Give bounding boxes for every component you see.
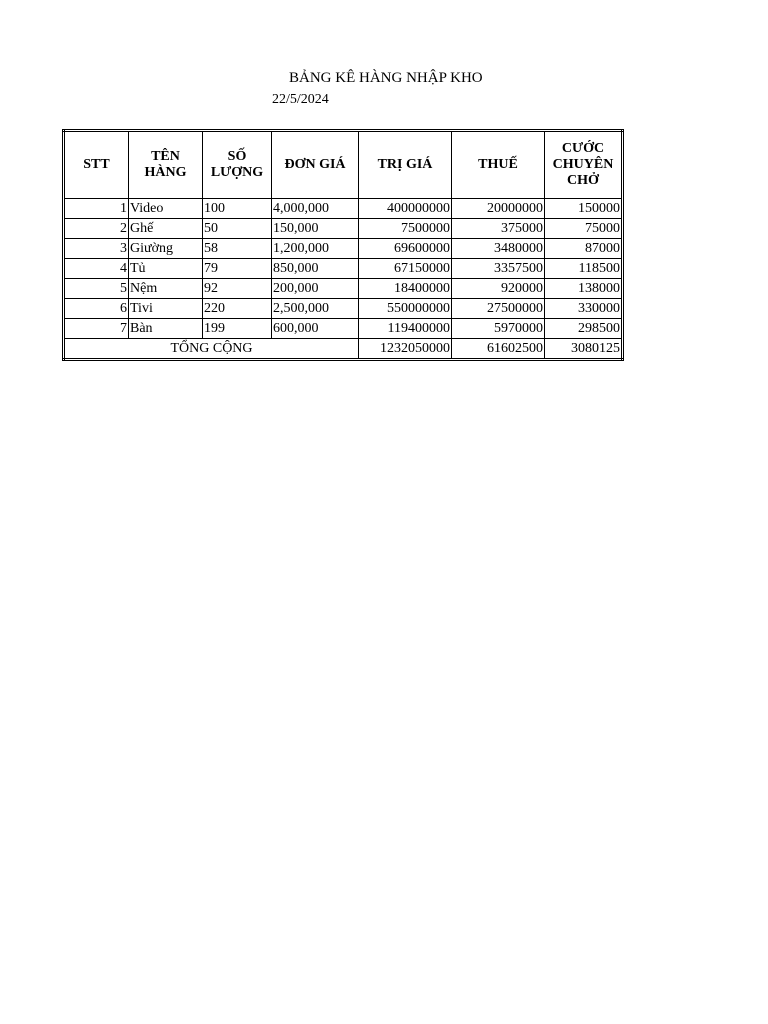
cell-cuoc: 118500 bbox=[545, 259, 623, 279]
cell-ten-hang: Bàn bbox=[129, 319, 203, 339]
cell-stt: 6 bbox=[64, 299, 129, 319]
cell-ten-hang: Ghế bbox=[129, 219, 203, 239]
header-thue: THUẾ bbox=[452, 131, 545, 199]
cell-thue: 3357500 bbox=[452, 259, 545, 279]
cell-so-luong: 58 bbox=[203, 239, 272, 259]
document-date: 22/5/2024 bbox=[272, 92, 329, 107]
cell-ten-hang: Tủ bbox=[129, 259, 203, 279]
cell-so-luong: 79 bbox=[203, 259, 272, 279]
inventory-table bbox=[62, 129, 624, 361]
cell-cuoc: 330000 bbox=[545, 299, 623, 319]
cell-tri-gia: 7500000 bbox=[359, 219, 452, 239]
cell-stt: 1 bbox=[64, 199, 129, 219]
total-tri-gia: 1232050000 bbox=[359, 339, 452, 360]
document-title: BẢNG KÊ HÀNG NHẬP KHO bbox=[289, 70, 483, 86]
cell-thue: 375000 bbox=[452, 219, 545, 239]
cell-don-gia: 2,500,000 bbox=[272, 299, 359, 319]
total-row bbox=[64, 339, 623, 360]
cell-cuoc: 298500 bbox=[545, 319, 623, 339]
cell-stt: 7 bbox=[64, 319, 129, 339]
cell-so-luong: 220 bbox=[203, 299, 272, 319]
cell-thue: 5970000 bbox=[452, 319, 545, 339]
table-row bbox=[64, 199, 623, 219]
cell-don-gia: 150,000 bbox=[272, 219, 359, 239]
table-row bbox=[64, 259, 623, 279]
cell-cuoc: 150000 bbox=[545, 199, 623, 219]
cell-don-gia: 4,000,000 bbox=[272, 199, 359, 219]
table-row bbox=[64, 279, 623, 299]
cell-ten-hang: Giường bbox=[129, 239, 203, 259]
cell-so-luong: 100 bbox=[203, 199, 272, 219]
cell-tri-gia: 550000000 bbox=[359, 299, 452, 319]
table-header-row bbox=[64, 131, 623, 199]
header-don-gia: ĐƠN GIÁ bbox=[272, 131, 359, 199]
total-thue: 61602500 bbox=[452, 339, 545, 360]
cell-so-luong: 92 bbox=[203, 279, 272, 299]
table-row bbox=[64, 299, 623, 319]
header-tri-gia: TRỊ GIÁ bbox=[359, 131, 452, 199]
cell-thue: 920000 bbox=[452, 279, 545, 299]
cell-don-gia: 850,000 bbox=[272, 259, 359, 279]
cell-so-luong: 50 bbox=[203, 219, 272, 239]
header-stt: STT bbox=[64, 131, 129, 199]
table-row bbox=[64, 219, 623, 239]
cell-tri-gia: 18400000 bbox=[359, 279, 452, 299]
cell-stt: 3 bbox=[64, 239, 129, 259]
cell-ten-hang: Nệm bbox=[129, 279, 203, 299]
cell-cuoc: 138000 bbox=[545, 279, 623, 299]
cell-stt: 2 bbox=[64, 219, 129, 239]
inventory-table-container bbox=[62, 129, 622, 361]
cell-don-gia: 200,000 bbox=[272, 279, 359, 299]
cell-ten-hang: Video bbox=[129, 199, 203, 219]
cell-don-gia: 600,000 bbox=[272, 319, 359, 339]
cell-tri-gia: 67150000 bbox=[359, 259, 452, 279]
cell-tri-gia: 400000000 bbox=[359, 199, 452, 219]
table-row bbox=[64, 319, 623, 339]
cell-so-luong: 199 bbox=[203, 319, 272, 339]
table-row bbox=[64, 239, 623, 259]
cell-don-gia: 1,200,000 bbox=[272, 239, 359, 259]
cell-tri-gia: 69600000 bbox=[359, 239, 452, 259]
header-so-luong: SỐ LƯỢNG bbox=[203, 131, 272, 199]
cell-cuoc: 87000 bbox=[545, 239, 623, 259]
header-cuoc-chuyen-cho: CƯỚC CHUYÊN CHỞ bbox=[545, 131, 623, 199]
cell-tri-gia: 119400000 bbox=[359, 319, 452, 339]
cell-thue: 27500000 bbox=[452, 299, 545, 319]
cell-thue: 3480000 bbox=[452, 239, 545, 259]
header-ten-hang: TÊN HÀNG bbox=[129, 131, 203, 199]
total-label: TỔNG CỘNG bbox=[64, 339, 359, 360]
cell-stt: 4 bbox=[64, 259, 129, 279]
cell-thue: 20000000 bbox=[452, 199, 545, 219]
total-cuoc: 3080125 bbox=[545, 339, 623, 360]
cell-cuoc: 75000 bbox=[545, 219, 623, 239]
cell-stt: 5 bbox=[64, 279, 129, 299]
cell-ten-hang: Tivi bbox=[129, 299, 203, 319]
